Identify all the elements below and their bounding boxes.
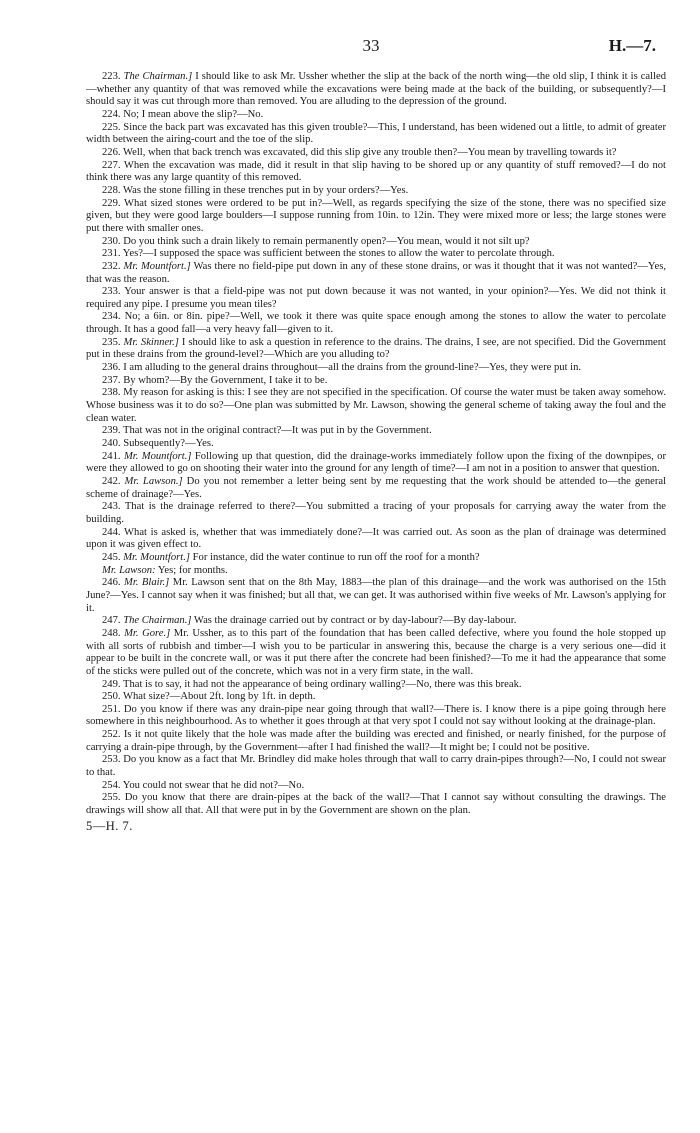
- paragraph-text: Well, when that back trench was excavated, did this slip give any trouble then?—You mean by travelling towards it?: [123, 146, 617, 158]
- paragraph-text: Do you know as a fact that Mr. Brindley did make holes through that wall to carry drain-pipes through?—No, I could not swear to that.: [86, 754, 666, 779]
- paragraph: [86, 185, 666, 198]
- paragraph-text: That was not in the original contract?—It was put in by the Government.: [123, 425, 432, 437]
- paragraph: [86, 792, 666, 817]
- paragraph: [86, 147, 666, 160]
- paragraph-number: 246.: [102, 577, 125, 589]
- paragraph: [86, 780, 666, 793]
- paragraph-number: 239.: [102, 425, 123, 437]
- paragraph-text: Subsequently?—Yes.: [123, 438, 214, 450]
- paragraph: [86, 362, 666, 375]
- paragraph-number: 227.: [102, 159, 124, 171]
- paragraph: [86, 122, 666, 147]
- paragraph-text: When the excavation was made, did it result in that slip having to be shored up or any quantity of stuff removed?—I do not think there was any large quantity of this removed.: [86, 159, 666, 184]
- paragraph-number: 223.: [102, 71, 124, 82]
- paragraph-number: 249.: [102, 678, 123, 690]
- paragraph-text: Yes?—I supposed the space was sufficient between the stones to allow the water to percolate through.: [122, 248, 555, 260]
- document-reference: H.—7.: [608, 36, 656, 55]
- paragraph-number: 237.: [102, 374, 124, 386]
- paragraph-number: 250.: [102, 691, 123, 703]
- paragraph-number: 245.: [102, 551, 124, 563]
- paragraph: [86, 261, 666, 286]
- paragraph: [86, 425, 666, 438]
- paragraph-number: 241.: [102, 450, 124, 462]
- paragraph: [86, 729, 666, 754]
- speaker: Mr. Gore.]: [124, 627, 171, 639]
- paragraph-text: Your answer is that a field-pipe was not put down because it was not wanted, in your opinion?—Yes. We did not think it required any pipe. I presume you mean tiles?: [86, 286, 666, 310]
- paragraph: [86, 198, 666, 236]
- paragraph: [86, 615, 666, 628]
- paragraph-text: That is to say, it had not the appearance of being ordinary walling?—No, there was this break.: [123, 678, 522, 690]
- paragraph-number: 225.: [102, 121, 124, 133]
- paragraph-text: Was the drainage carried out by contract or by day-labour?—By day-labour.: [191, 615, 517, 627]
- paragraph-text: What sized stones were ordered to be put in?—Well, as regards specifying the size of the stone, there was no specified size given, but they were good large boulders—I suppose running from 10in. to 12in. They were mixed more or less; the large stones were put there with smaller ones.: [86, 197, 666, 234]
- paragraph: [86, 552, 666, 565]
- page-header: [86, 36, 656, 58]
- paragraph: [86, 691, 666, 704]
- paragraph-text: By whom?—By the Government, I take it to be.: [123, 374, 328, 386]
- paragraph-number: 251.: [102, 703, 124, 715]
- speaker: Mr. Lawson:: [102, 564, 156, 576]
- paragraph: [86, 451, 666, 476]
- paragraph-text: That is the drainage referred to there?—You submitted a tracing of your proposals for carrying away the water from the building.: [86, 501, 666, 525]
- paragraph-number: 224.: [102, 108, 124, 120]
- paragraph-text: I should like to ask a question in reference to the drains. The drains, I see, are not specified. Did the Government put in these drains from the ground-level?—Which are you alluding to?: [86, 336, 666, 361]
- paragraph-text: Mr. Ussher, as to this part of the foundation that has been called defective, where you found the hole stopped up with all sorts of rubbish and timber—I wish you to be particular in answering this, because the charge is a very serious one—did it appear to be built in the concrete wall, or was it put there after the concrete had been finished?—To me it had the appearance that some of the sticks were pulled out of the concrete, which was not in a very firm state, in the wall.: [86, 627, 666, 677]
- paragraph: [86, 160, 666, 185]
- paragraph: [86, 679, 666, 692]
- paragraph: [86, 387, 666, 425]
- paragraph-number: 247.: [102, 615, 124, 627]
- paragraph: [86, 754, 666, 779]
- paragraph: [86, 704, 666, 729]
- paragraph: [86, 501, 666, 526]
- paragraph-text: I should like to ask Mr. Ussher whether the slip at the back of the north wing—the old slip, I think it is called—whether any quantity of that was removed while the excavations were being made at the back of the building, or subsequently?—I should say it was cut through more than removed. You are alluding to the depression of the ground.: [86, 71, 666, 108]
- paragraph-number: 252.: [102, 729, 124, 741]
- paragraph: [86, 236, 666, 249]
- paragraph: [86, 109, 666, 122]
- printer-signature: 5—H. 7.: [86, 818, 133, 833]
- paragraph-text: Since the back part was excavated has this given trouble?—This, I understand, has been widened out a little, to admit of greater width between the airing-court and the toe of the slip.: [86, 121, 667, 146]
- paragraph-number: 253.: [102, 754, 124, 766]
- speaker: Mr. Mountfort.]: [123, 450, 192, 462]
- paragraph-number: 238.: [102, 387, 124, 399]
- paragraph: [86, 375, 666, 388]
- paragraph-number: 235.: [102, 336, 124, 348]
- paragraph-text: My reason for asking is this: I see they are not specified in the specification. Of course the water must be taken away somehow. Whose business was it to do so?—One plan was submitted by Mr. Lawson, showing the general scheme of taking away the foul and the clean water.: [86, 387, 667, 424]
- paragraph-text: Yes; for months.: [155, 564, 228, 576]
- paragraph-text: Following up that question, did the drainage-works immediately follow upon the fixing of the downpipes, or were they allowed to go on shooting their water into the ground for any length of time?—I am not in a position to answer that question.: [86, 450, 666, 475]
- speaker: Mr. Lawson.]: [124, 476, 183, 487]
- paragraph: [86, 71, 666, 109]
- paragraph-number: 228.: [102, 184, 123, 196]
- paragraph: [86, 577, 666, 615]
- paragraph-text: Do you know if there was any drain-pipe near going through that wall?—There is. I know there is a pipe going through here somewhere in this neighbourhood. As to whether it goes through at that very spot I could not say without looking at the drainage-plan.: [86, 703, 666, 728]
- paragraph-text: No; I mean above the slip?—No.: [123, 108, 264, 120]
- paragraph: [86, 628, 666, 679]
- paragraph-number: 229.: [102, 197, 125, 209]
- paragraph-text: Do you not remember a letter being sent by me requesting that the work should be attended to—the general scheme of drainage?—Yes.: [86, 476, 667, 500]
- paragraph-number: 231.: [102, 248, 123, 260]
- paragraph-number: 255.: [102, 792, 125, 804]
- paragraph: [86, 248, 666, 261]
- paragraph-text: What size?—About 2ft. long by 1ft. in depth.: [123, 691, 316, 703]
- paragraph-number: 226.: [102, 146, 123, 158]
- speaker: The Chairman.]: [123, 615, 192, 627]
- paragraph-text: Was the stone filling in these trenches put in by your orders?—Yes.: [123, 184, 409, 196]
- speaker: Mr. Mountfort.]: [123, 260, 191, 272]
- paragraph-text: Was there no field-pipe put down in any of these stone drains, or was it thought that it was not wanted?—Yes, that was the reason.: [86, 260, 666, 285]
- paragraph-number: 240.: [102, 438, 124, 450]
- speaker: Mr. Blair.]: [124, 577, 170, 589]
- paragraph-number: 254.: [102, 779, 123, 791]
- paragraph-text: For instance, did the water continue to run off the roof for a month?: [190, 551, 480, 563]
- paragraph: [86, 438, 666, 451]
- paragraph: [86, 565, 666, 578]
- speaker: Mr. Skinner.]: [123, 336, 179, 348]
- paragraph-number: 236.: [102, 362, 124, 374]
- paragraph-text: Do you know that there are drain-pipes at the back of the wall?—That I cannot say without consulting the drawings. The drawings will show all that. All that were put in by the Government are shown on the plan.: [86, 792, 666, 817]
- speaker: Mr. Mountfort.]: [123, 551, 190, 563]
- paragraph-text: Is it not quite likely that the hole was made after the building was erected and finished, or nearly finished, for the purpose of carrying a drain-pipe through, by the Government—after I had finished the wall?—It might be; I could not be positive.: [86, 729, 667, 753]
- paragraph-text: What is asked is, whether that was immediately done?—It was carried out. As soon as the plan of drainage was determined upon it was given effect to.: [86, 526, 666, 551]
- paragraph-number: 230.: [102, 235, 124, 247]
- evidence-body: [86, 71, 666, 832]
- paragraph: [86, 311, 666, 336]
- paragraph-text: Do you think such a drain likely to remain permanently open?—You mean, would it not silt up?: [123, 235, 530, 247]
- speaker: The Chairman.]: [123, 71, 193, 82]
- paragraph-number: 244.: [102, 526, 125, 538]
- paragraph: [86, 476, 666, 501]
- paragraph-text: Mr. Lawson sent that on the 8th May, 1883—the plan of this drainage—and the work was authorised on the 15th June?—Yes. I cannot say when it was finished; but all that, we can get. It was authorised within five weeks of Mr. Lawson's applying for it.: [86, 577, 667, 614]
- paragraph: [86, 527, 666, 552]
- paragraph-number: 248.: [102, 627, 125, 639]
- paragraph-number: 242.: [102, 476, 125, 487]
- page-number: 33: [362, 36, 380, 55]
- paragraph: [86, 286, 666, 311]
- paragraph-text: No; a 6in. or 8in. pipe?—Well, we took it there was quite space enough among the stones to allow the water to percolate through. It has a good fall—a very heavy fall—given to it.: [86, 311, 666, 336]
- paragraph: [86, 337, 666, 362]
- paragraph-text: I am alluding to the general drains throughout—all the drains from the ground-line?—Yes, they were put in.: [123, 362, 582, 374]
- paragraph-number: 233.: [102, 286, 125, 298]
- paragraph-number: 232.: [102, 260, 124, 272]
- paragraph-text: You could not swear that he did not?—No.: [122, 779, 305, 791]
- paragraph-number: 243.: [102, 501, 125, 513]
- paragraph-number: 234.: [102, 311, 125, 323]
